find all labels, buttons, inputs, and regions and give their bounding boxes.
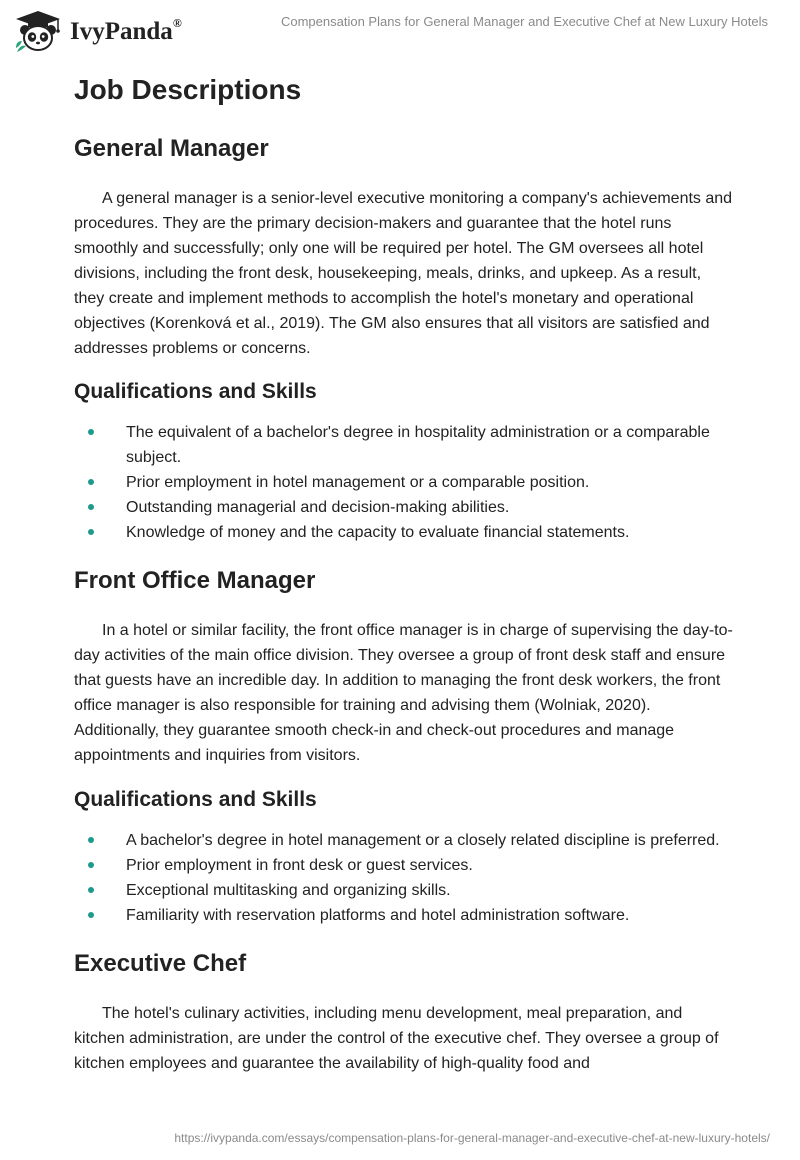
list-item-text: Knowledge of money and the capacity to evaluate financial statements. <box>126 524 630 541</box>
page-title: Job Descriptions <box>74 74 302 105</box>
bullet-icon <box>88 862 94 868</box>
list-item-text: Prior employment in hotel management or a comparable position. <box>126 474 590 491</box>
list-item <box>74 853 734 878</box>
section-title-general-manager: General Manager <box>74 135 269 162</box>
panda-logo-icon <box>14 10 62 54</box>
bullet-icon <box>88 529 94 535</box>
bullet-icon <box>88 479 94 485</box>
gm-qualifications-title: Qualifications and Skills <box>74 380 317 403</box>
essay-content <box>74 72 734 1076</box>
list-item-text: Exceptional multitasking and organizing skills. <box>126 882 451 899</box>
list-item <box>74 420 734 470</box>
bullet-icon <box>88 504 94 510</box>
page-header <box>0 0 800 60</box>
brand-label: IvyPanda <box>70 18 173 45</box>
list-item <box>74 520 734 545</box>
list-item <box>74 828 734 853</box>
list-item <box>74 903 734 928</box>
list-item-text: Outstanding managerial and decision-making abilities. <box>126 499 510 516</box>
section-title-front-office-manager: Front Office Manager <box>74 567 316 594</box>
general-manager-paragraph: A general manager is a senior-level executive monitoring a company's achievements and procedures. They are the primary decision-makers and guarantee that the hotel runs smoothly and successfully; only one will be required per hotel. The GM oversees all hotel divisions, including the front desk, housekeeping, meals, drinks, and upkeep. As a result, they create and implement methods to accomplish the hotel's monetary and operational objectives (Korenková et al., 2019). The GM also ensures that all visitors are satisfied and addresses problems or concerns. <box>74 190 733 357</box>
list-item <box>74 878 734 903</box>
fom-qualifications-list <box>74 828 734 928</box>
fom-qualifications-title: Qualifications and Skills <box>74 788 317 811</box>
registered-mark: ® <box>172 15 182 30</box>
list-item-text: Prior employment in front desk or guest services. <box>126 857 473 874</box>
front-office-manager-paragraph: In a hotel or similar facility, the front office manager is in charge of supervising the day-to-day activities of the main office division. They oversee a group of front desk staff and ensure that guests have an incredible day. In addition to managing the front desk workers, the front office manager is also responsible for training and advising them (Wolniak, 2020). Additionally, they guarantee smooth check-in and check-out procedures and manage appointments and inquiries from visitors. <box>74 622 733 764</box>
list-item-text: Familiarity with reservation platforms and hotel administration software. <box>126 907 630 924</box>
section-title-executive-chef: Executive Chef <box>74 950 247 977</box>
bullet-icon <box>88 887 94 893</box>
list-item-text: The equivalent of a bachelor's degree in hospitality administration or a comparable subject. <box>126 424 710 466</box>
source-url-link[interactable]: https://ivypanda.com/essays/compensation-plans-for-general-manager-and-executive-chef-at-new-luxury-hotels/ <box>174 1131 770 1145</box>
bullet-icon <box>88 837 94 843</box>
executive-chef-paragraph: The hotel's culinary activities, including menu development, meal preparation, and kitchen administration, are under the control of the executive chef. They oversee a group of kitchen employees and guarantee the availability of high-quality food and <box>74 1005 719 1072</box>
list-item <box>74 495 734 520</box>
document-title: Compensation Plans for General Manager and Executive Chef at New Luxury Hotels <box>280 14 768 29</box>
bullet-icon <box>88 912 94 918</box>
list-item <box>74 470 734 495</box>
list-item-text: A bachelor's degree in hotel management or a closely related discipline is preferred. <box>126 832 720 849</box>
gm-qualifications-list <box>74 420 734 545</box>
bullet-icon <box>88 429 94 435</box>
brand-name[interactable] <box>70 15 182 46</box>
